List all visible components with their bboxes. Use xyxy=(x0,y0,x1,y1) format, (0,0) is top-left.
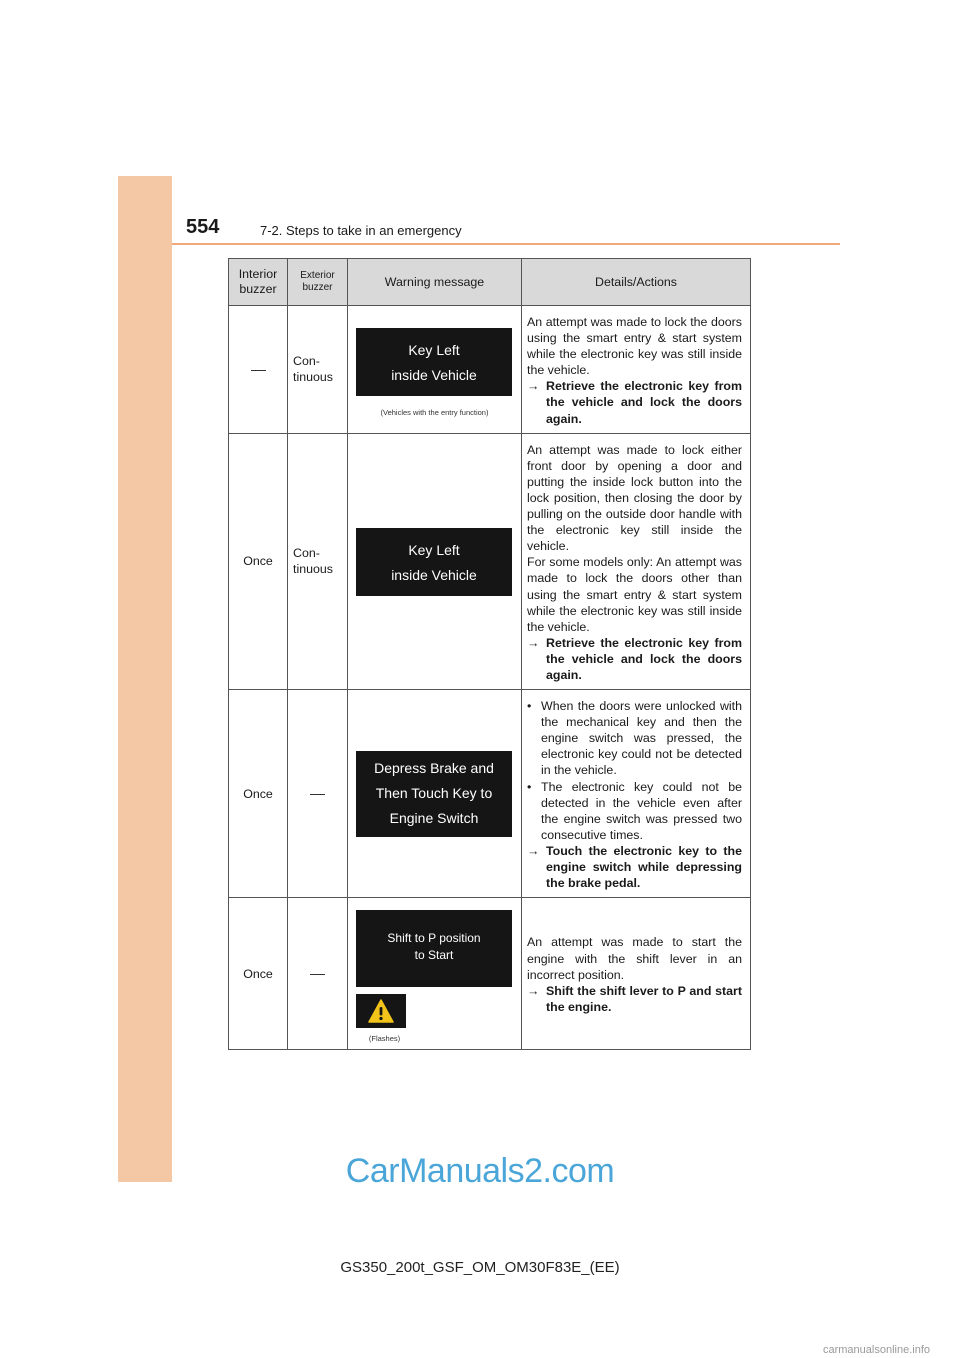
display-line: to Start xyxy=(414,948,454,963)
warning-message-cell xyxy=(348,306,522,434)
warning-display xyxy=(356,328,512,396)
warning-indicator xyxy=(356,994,406,1028)
page-number: 554 xyxy=(186,216,220,238)
exterior-buzzer-cell xyxy=(288,690,348,898)
interior-buzzer-cell xyxy=(229,690,288,898)
action-label: Retrieve the electronic key from the vehicle and lock the doors again. xyxy=(546,379,742,426)
warning-message-cell xyxy=(348,690,522,898)
exterior-buzzer-value: Con- tinuous xyxy=(293,546,333,577)
table-row xyxy=(229,898,751,1050)
warning-triangle-icon xyxy=(368,999,394,1023)
action-text xyxy=(527,843,742,891)
interior-buzzer-value: Once xyxy=(243,966,273,981)
watermark-text: CarManuals2.com xyxy=(345,1152,615,1190)
header-interior-buzzer: Interior buzzer xyxy=(229,259,288,306)
warning-display xyxy=(356,910,512,987)
interior-buzzer-cell xyxy=(229,433,288,689)
display-line: Depress Brake and xyxy=(374,760,494,777)
details-text: An attempt was made to lock either front door by opening a door and putting the inside lock button into the lock position, then closing the door by pulling on the outside door handle with the electronic key still inside the vehicle. xyxy=(527,442,742,554)
none-dash xyxy=(251,370,266,371)
details-cell xyxy=(522,898,751,1050)
chapter-side-tab xyxy=(118,176,172,1182)
interior-buzzer-cell xyxy=(229,306,288,434)
warning-message-cell xyxy=(348,433,522,689)
interior-buzzer-cell xyxy=(229,898,288,1050)
display-line: Engine Switch xyxy=(389,810,479,827)
table-row xyxy=(229,690,751,898)
display-line: Shift to P position xyxy=(387,931,481,946)
interior-buzzer-value: Once xyxy=(243,554,273,569)
action-text xyxy=(527,983,742,1015)
indicator-caption: (Flashes) xyxy=(368,1034,401,1044)
details-text: An attempt was made to start the engine with the shift lever in an incorrect position. xyxy=(527,935,742,982)
section-title: 7-2. Steps to take in an emergency xyxy=(260,223,462,238)
exterior-buzzer-cell xyxy=(288,306,348,434)
exterior-buzzer-value: Con- tinuous xyxy=(293,354,333,385)
corner-watermark: carmanualsonline.info xyxy=(822,1344,930,1356)
arrow-icon: → xyxy=(527,379,540,394)
bullet-item xyxy=(527,779,742,843)
bullet-dot: • xyxy=(527,779,532,794)
header-exterior-buzzer: Exterior buzzer xyxy=(288,259,348,306)
display-line: inside Vehicle xyxy=(391,566,477,583)
details-cell xyxy=(522,306,751,434)
table-row xyxy=(229,306,751,434)
action-label: Retrieve the electronic key from the vehicle and lock the doors again. xyxy=(546,635,742,682)
bullet-text: The electronic key could not be detected in the vehicle even after the engine switch was pressed two consecutive times. xyxy=(541,779,742,842)
warning-display xyxy=(356,528,512,596)
display-line: Then Touch Key to xyxy=(375,785,493,802)
none-dash xyxy=(310,794,325,795)
details-text: For some models only: An attempt was made to lock the doors other than using the smart entry & start system while the electronic key was still inside the vehicle. xyxy=(527,555,742,634)
warning-display xyxy=(356,751,512,837)
header-warning-message: Warning message xyxy=(348,259,522,306)
display-caption: (Vehicles with the entry function) xyxy=(380,408,489,417)
display-line: Key Left xyxy=(408,342,460,358)
header-rule xyxy=(172,243,840,245)
exterior-buzzer-cell xyxy=(288,433,348,689)
exterior-buzzer-cell xyxy=(288,898,348,1050)
bullet-item xyxy=(527,698,742,778)
bullet-text: When the doors were unlocked with the mechanical key and then the engine switch was pressed, the electronic key could not be detected in the vehicle. xyxy=(541,699,742,778)
details-cell xyxy=(522,433,751,689)
bullet-dot: • xyxy=(527,699,532,714)
details-text: An attempt was made to lock the doors using the smart entry & start system while the electronic key was still inside the vehicle. xyxy=(527,315,742,378)
warning-message-cell xyxy=(348,898,522,1050)
display-line: Key Left xyxy=(408,541,460,558)
action-label: Touch the electronic key to the engine switch while depressing the brake pedal. xyxy=(546,843,742,891)
arrow-icon: → xyxy=(527,843,540,858)
arrow-icon: → xyxy=(527,635,540,650)
action-label: Shift the shift lever to P and start the engine. xyxy=(546,983,742,1014)
table-row xyxy=(229,433,751,689)
details-cell xyxy=(522,690,751,898)
interior-buzzer-value: Once xyxy=(243,786,273,801)
none-dash xyxy=(310,974,325,975)
warning-message-table xyxy=(228,258,751,1050)
display-line: inside Vehicle xyxy=(391,367,477,383)
header-details-actions: Details/Actions xyxy=(522,259,751,306)
table-header-row xyxy=(229,259,751,306)
action-text xyxy=(527,635,742,683)
action-text xyxy=(527,378,742,426)
arrow-icon: → xyxy=(527,983,540,998)
manual-code: GS350_200t_GSF_OM_OM30F83E_(EE) xyxy=(340,1259,620,1276)
